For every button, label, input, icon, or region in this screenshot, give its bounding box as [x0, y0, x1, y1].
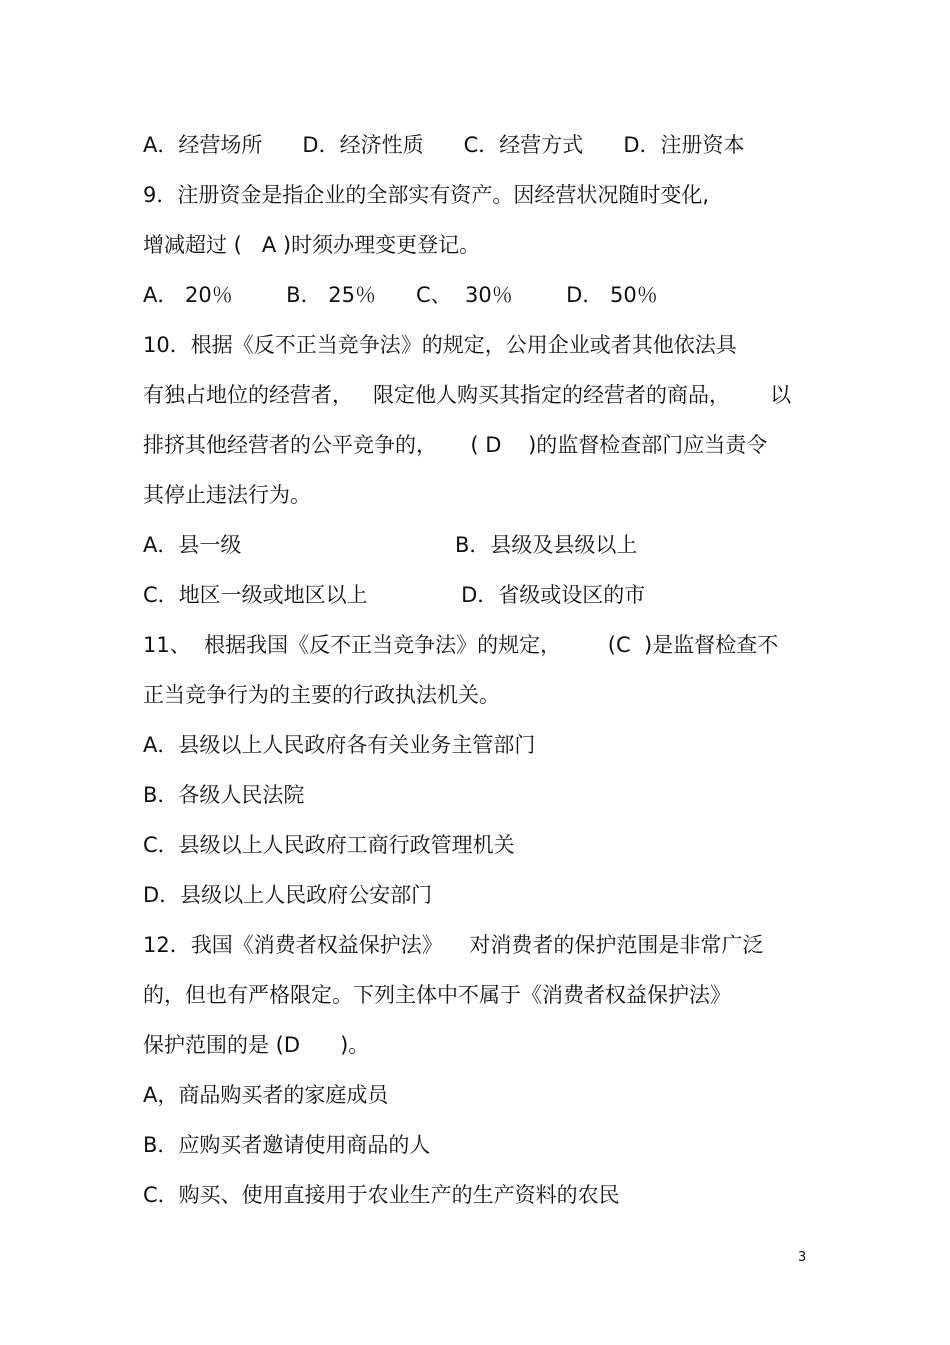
text-line: 11、 根据我国《反不正当竞争法》的规定， (C )是监督检查不 [143, 633, 779, 657]
text-line: 排挤其他经营者的公平竞争的， ( D )的监督检查部门应当责令 [143, 433, 768, 457]
text-line: C．地区一级或地区以上 D．省级或设区的市 [143, 583, 646, 607]
text-line: B．各级人民法院 [143, 783, 305, 807]
text-line: C．购买、使用直接用于农业生产的生产资料的农民 [143, 1183, 620, 1207]
text-line: A．县一级 B．县级及县级以上 [143, 533, 638, 557]
text-line: 其停止违法行为。 [143, 483, 311, 507]
text-line: 9．注册资金是指企业的全部实有资产。因经营状况随时变化, [143, 183, 710, 207]
text-line: A．经营场所 D．经济性质 C．经营方式 D．注册资本 [143, 133, 745, 157]
text-line: 增减超过 ( A )时须办理变更登记。 [143, 233, 481, 257]
text-line: B．应购买者邀请使用商品的人 [143, 1133, 431, 1157]
text-line: C．县级以上人民政府工商行政管理机关 [143, 833, 515, 857]
text-line: 正当竞争行为的主要的行政执法机关。 [143, 683, 500, 707]
text-line: 的，但也有严格限定。下列主体中不属于《消费者权益保护法》 [143, 983, 731, 1007]
text-line: 12．我国《消费者权益保护法》 对消费者的保护范围是非常广泛 [143, 933, 764, 957]
text-line: 保护范围的是 (D )。 [143, 1033, 370, 1057]
text-line: A．县级以上人民政府各有关业务主管部门 [143, 733, 536, 757]
text-line: A，商品购买者的家庭成员 [143, 1083, 389, 1107]
text-line: 10．根据《反不正当竞争法》的规定，公用企业或者其他依法具 [143, 333, 737, 357]
page-number: 3 [798, 1250, 807, 1265]
text-line: A． 20％ B． 25％ C、 30％ D． 50％ [143, 283, 658, 307]
text-line: D．县级以上人民政府公安部门 [143, 883, 433, 907]
text-line: 有独占地位的经营者， 限定他人购买其指定的经营者的商品， 以 [143, 383, 792, 407]
